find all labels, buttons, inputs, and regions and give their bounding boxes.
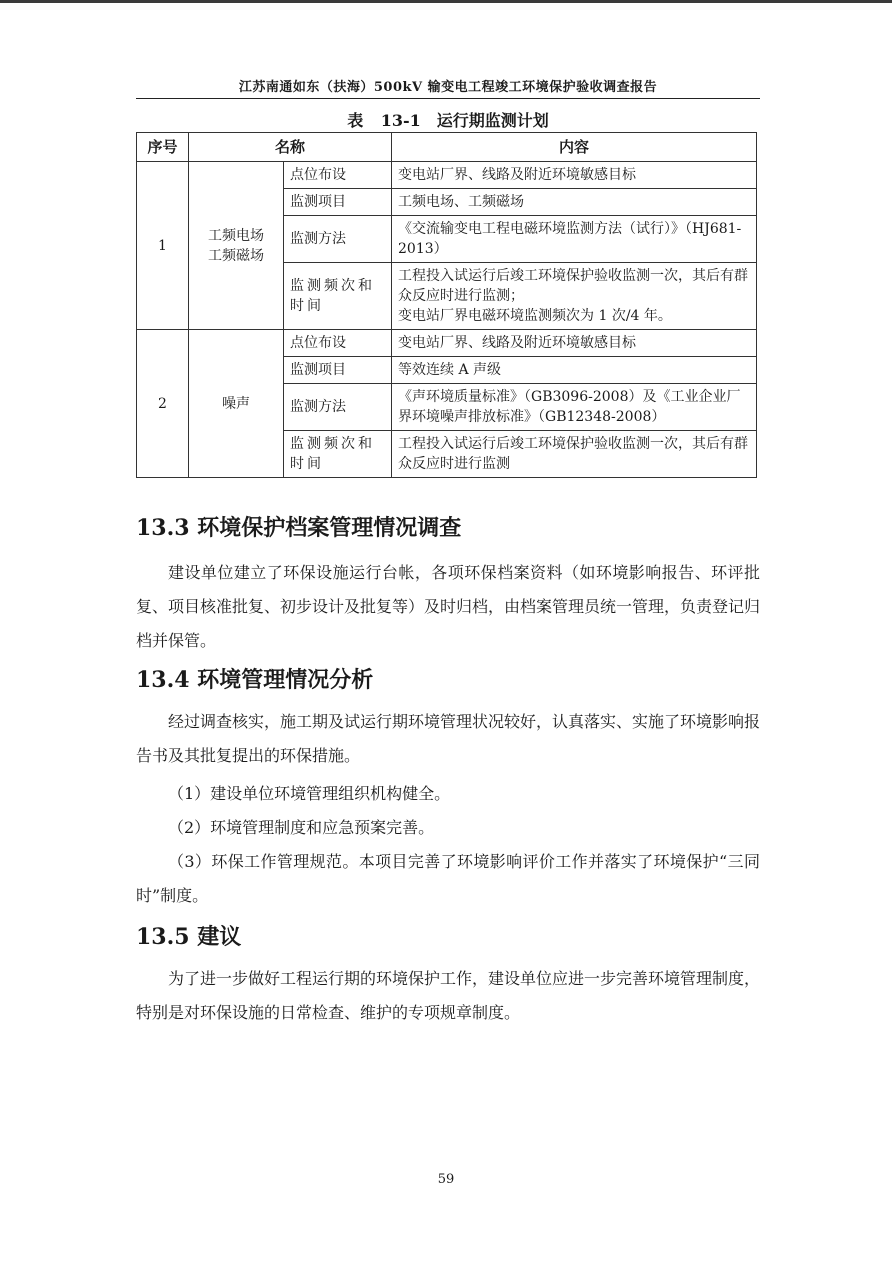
col-header-content: 内容 — [392, 133, 757, 162]
row-content — [392, 263, 757, 330]
table-caption: 表 13-1 运行期监测计划 — [347, 111, 549, 130]
row-content: 变电站厂界、线路及附近环境敏感目标 — [392, 162, 757, 189]
scan-top-edge — [0, 0, 892, 3]
row-item: 监测频次和时间 — [284, 263, 392, 330]
group-number: 2 — [137, 330, 189, 478]
col-header-name: 名称 — [189, 133, 392, 162]
group-name-line: 工频磁场 — [208, 247, 264, 264]
monitoring-plan-table — [136, 132, 757, 478]
group-name — [189, 162, 284, 330]
row-item: 点位布设 — [284, 162, 392, 189]
paragraph-13-5: 为了进一步做好工程运行期的环境保护工作，建设单位应进一步完善环境管理制度，特别是对环保设施的日常检查、维护的专项规章制度。 — [136, 969, 761, 1022]
row-content: 《交流输变电工程电磁环境监测方法（试行）》（HJ681-2013） — [392, 216, 757, 263]
row-item: 监测频次和时间 — [284, 431, 392, 478]
section-heading-13-3: 13.3 环境保护档案管理情况调查 — [136, 515, 462, 541]
row-content: 工程投入试运行后竣工环境保护验收监测一次，其后有群众反应时进行监测 — [392, 431, 757, 478]
group-name — [189, 330, 284, 478]
row-item: 监测方法 — [284, 384, 392, 431]
group-name-line: 噪声 — [222, 395, 250, 412]
col-header-no: 序号 — [137, 133, 189, 162]
row-content: 《声环境质量标准》（GB3096-2008）及《工业企业厂界环境噪声排放标准》（GB12348-2008） — [392, 384, 757, 431]
list-item: （2）环境管理制度和应急预案完善。 — [168, 818, 435, 837]
paragraph-13-3: 建设单位建立了环保设施运行台帐，各项环保档案资料（如环境影响报告、环评批复、项目核准批复、初步设计及批复等）及时归档，由档案管理员统一管理，负责登记归档并保管。 — [136, 563, 761, 650]
row-content: 等效连续 A 声级 — [392, 357, 757, 384]
table-row — [137, 330, 757, 357]
table-header-row — [137, 133, 757, 162]
row-item: 监测项目 — [284, 357, 392, 384]
row-content-line: 变电站厂界电磁环境监测频次为 1 次/4 年。 — [398, 308, 672, 324]
group-number: 1 — [137, 162, 189, 330]
row-content-line: 工程投入试运行后竣工环境保护验收监测一次，其后有群众反应时进行监测； — [398, 268, 749, 304]
section-heading-13-5: 13.5 建议 — [136, 924, 242, 950]
row-item: 监测方法 — [284, 216, 392, 263]
list-item: （3）环保工作管理规范。本项目完善了环境影响评价工作并落实了环境保护“三同时”制度。 — [136, 852, 760, 905]
group-name-line: 工频电场 — [208, 227, 264, 244]
row-item: 点位布设 — [284, 330, 392, 357]
paragraph-13-4: 经过调查核实，施工期及试运行期环境管理状况较好，认真落实、实施了环境影响报告书及其批复提出的环保措施。 — [136, 712, 761, 765]
header-rule — [136, 98, 760, 99]
section-heading-13-4: 13.4 环境管理情况分析 — [136, 667, 374, 693]
row-content: 工频电场、工频磁场 — [392, 189, 757, 216]
table-row — [137, 162, 757, 189]
page-number: 59 — [437, 1172, 455, 1187]
list-item: （1）建设单位环境管理组织机构健全。 — [168, 784, 451, 803]
row-content: 变电站厂界、线路及附近环境敏感目标 — [392, 330, 757, 357]
row-item: 监测项目 — [284, 189, 392, 216]
running-header: 江苏南通如东（扶海）500kV 输变电工程竣工环境保护验收调查报告 — [238, 80, 658, 95]
